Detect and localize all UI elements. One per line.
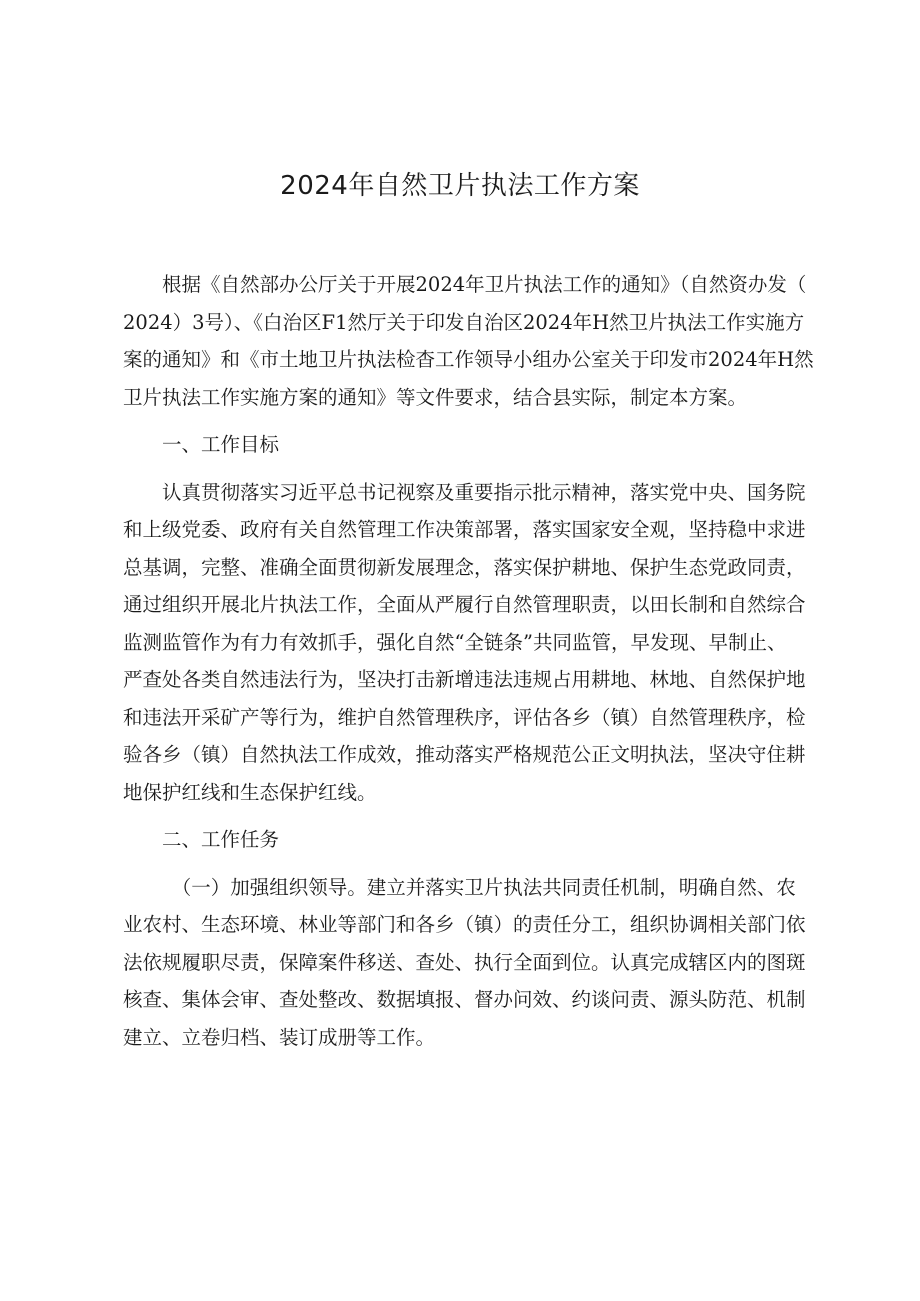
goals-line: 总基调，完整、准确全面贯彻新发展理念，落实保护耕地、保护生态党政同责， <box>123 555 806 579</box>
section-heading-goals: 一、工作目标 <box>162 433 280 456</box>
tasks-item-1-line: 核查、集体会审、查处整改、数据填报、督办问效、约谈问责、源头防范、机制 <box>123 988 806 1011</box>
goals-line: 监测监管作为有力有效抓手，强化自然“全链条”共同监管，早发现、早制止、 <box>123 630 787 654</box>
goals-line: 认真贯彻落实习近平总书记视察及重要指示批示精神，落实党中央、国务院 <box>162 480 806 504</box>
tasks-item-1-paragraph <box>123 869 823 1057</box>
goals-paragraph <box>123 474 823 812</box>
goals-line: 验各乡（镇）自然执法工作成效，推动落实严格规范公正文明执法，坚决守住耕 <box>123 743 806 766</box>
tasks-item-1-line: 法依规履职尽责，保障案件移送、查处、执行全面到位。认真完成辖区内的图斑 <box>123 950 806 974</box>
intro-line: 根据《自然部办公厅关于开展2024年卫片执法工作的通知》（自然资办发（ <box>162 273 807 296</box>
tasks-item-1-line: 建立、立卷归档、装订成册等工作。 <box>123 1025 436 1049</box>
section-heading-tasks: 二、工作任务 <box>162 828 280 851</box>
goals-line: 地保护红线和生态保护红线。 <box>123 780 377 804</box>
intro-line: 2024）3号）、《白治区F1然厅关于印发自治区2024年H然卫片执法工作实施方 <box>123 310 805 334</box>
tasks-item-1-line: （一）加强组织领导。建立并落实卫片执法共同责任机制，明确自然、农 <box>171 875 796 899</box>
intro-paragraph <box>123 266 823 416</box>
document-title: 2024年自然卫片执法工作方案 <box>280 171 640 201</box>
goals-line: 和上级党委、政府有关自然管理工作决策部署，落实国家安全观，坚持稳中求进 <box>123 518 806 541</box>
intro-line: 案的通知》和《市土地卫片执法检杳工作领导小组办公室关于印发市2024年H然 <box>123 348 814 371</box>
intro-line: 卫片执法工作实施方案的通知》等文件要求，结合县实际，制定本方案。 <box>123 385 748 409</box>
goals-line: 严查处各类自然违法行为，坚决打击新增违法违规占用耕地、林地、自然保护地 <box>123 668 806 691</box>
document-body <box>123 266 823 1066</box>
goals-line: 通过组织开展北片执法工作，全面从严履行自然管理职责，以田长制和自然综合 <box>123 593 806 616</box>
goals-line: 和违法开采矿产等行为，维护自然管理秩序，评估各乡（镇）自然管理秩序，检 <box>123 705 806 729</box>
tasks-item-1-line: 业农村、生态环境、林业等部门和各乡（镇）的责任分工，组织协调相关部门依 <box>123 913 806 936</box>
